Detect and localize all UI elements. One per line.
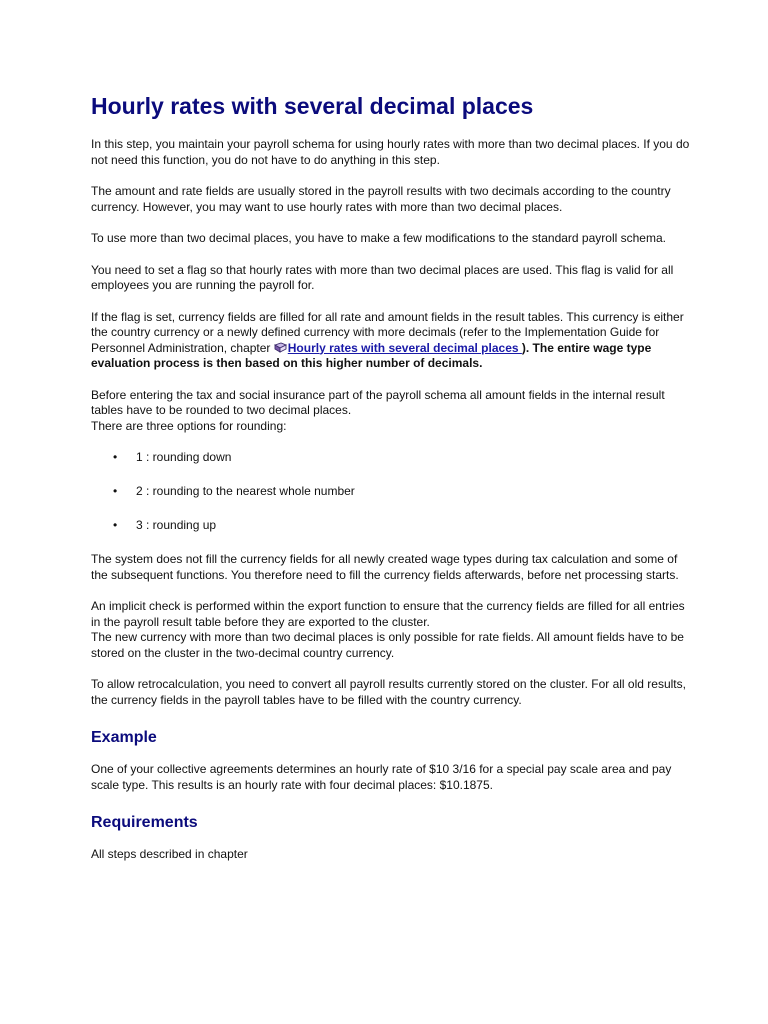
bullet: •: [113, 518, 118, 532]
rounding-options-list: [91, 450, 691, 533]
list-item: • 3 : rounding up: [113, 518, 217, 532]
modification-paragraph: To use more than two decimal places, you have to make a few modifications to the standard payroll schema.: [91, 231, 666, 245]
currency-paragraph-text: If the flag is set, currency fields are filled for all rate and amount fields in the result tables. This currency is either the country currency or a newly defined currency with more decimals (refer to the Implementation Guide for Personnel Administration, chapter: [91, 309, 684, 355]
bullet: •: [113, 450, 118, 464]
list-item: • 1 : rounding down: [113, 450, 232, 464]
example-paragraph: One of your collective agreements determines an hourly rate of $10 3/16 for a special pay scale area and pay scale type. This results is an hourly rate with four decimal places: $10.1875.: [91, 762, 672, 792]
rounding-paragraph: Before entering the tax and social insurance part of the payroll schema all amount fields in the internal result tables have to be rounded to two decimal places.: [91, 387, 665, 417]
currency-fill-paragraph: The system does not fill the currency fields for all newly created wage types during tax calculation and some of the subsequent functions. You therefore need to fill the currency fields afterwards, before net processing starts.: [91, 552, 679, 582]
intro-paragraph: In this step, you maintain your payroll schema for using hourly rates with more than two decimal places. If you do not need this function, you do not have to do anything in this step.: [91, 137, 690, 167]
img-hourly-rates-link[interactable]: [274, 341, 522, 355]
requirements-heading: Requirements: [91, 814, 198, 831]
rate-fields-paragraph: The new currency with more than two decimal places is only possible for rate fields. All amount fields have to be stored on the cluster in the two-decimal country currency.: [91, 630, 684, 660]
currency-paragraph: [91, 310, 691, 372]
document-page: [91, 93, 691, 879]
evaluation-note: ). The entire wage type evaluation process is then based on this higher number of decimals.: [91, 340, 652, 370]
flag-paragraph: You need to set a flag so that hourly rates with more than two decimal places are used. This flag is valid for all employees you are running the payroll for.: [91, 262, 674, 292]
retrocalculation-paragraph: To allow retrocalculation, you need to convert all payroll results currently stored on the cluster. For all old results, the currency fields in the payroll tables have to be filled with the country currency.: [91, 677, 686, 707]
link-text: Hourly rates with several decimal places: [287, 340, 522, 355]
export-check-paragraph: An implicit check is performed within the export function to ensure that the currency fields are filled for all entries in the payroll result table before they are exported to the cluster.: [91, 599, 685, 629]
book-link-icon: [274, 342, 287, 353]
bullet: •: [113, 484, 118, 498]
list-item: • 2 : rounding to the nearest whole number: [113, 484, 355, 498]
requirements-paragraph: All steps described in chapter: [91, 847, 248, 861]
storage-paragraph: The amount and rate fields are usually stored in the payroll results with two decimals according to the country currency. However, you may want to use hourly rates with more than two decimal places.: [91, 184, 671, 214]
example-heading: Example: [91, 729, 157, 746]
rounding-options-intro: There are three options for rounding:: [91, 418, 287, 433]
page-title: Hourly rates with several decimal places: [91, 93, 534, 119]
